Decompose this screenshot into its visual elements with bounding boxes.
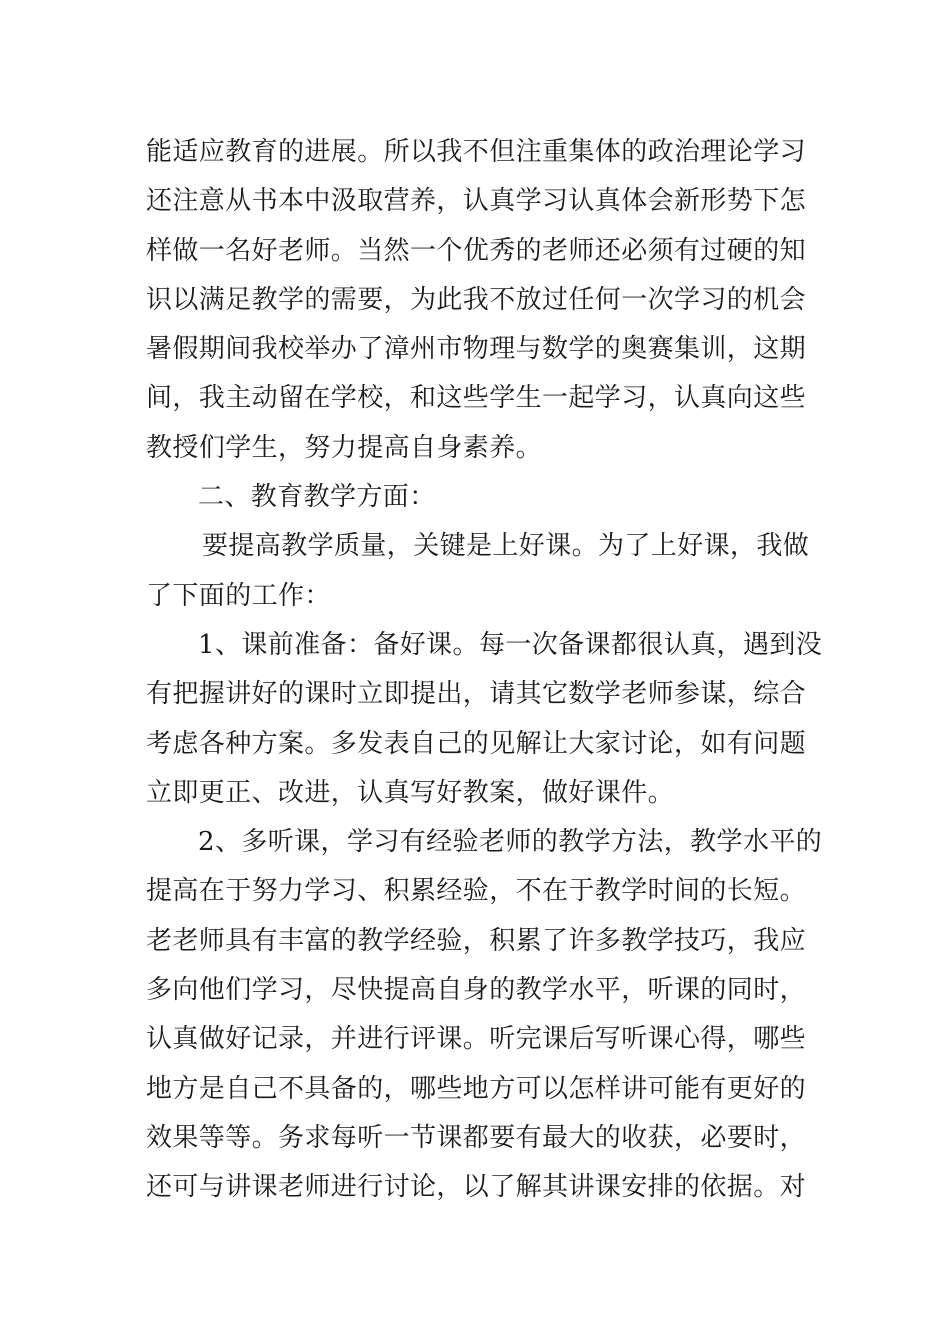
text-line: 多向他们学习，尽快提高自身的教学水平，听课的同时，: [146, 975, 807, 1006]
text-line: 考虑各种方案。多发表自己的见解让大家讨论，如有问题: [146, 728, 807, 759]
section-heading: 二、教育教学方面：: [198, 482, 436, 513]
text-line: 间，我主动留在学校，和这些学生一起学习，认真向这些: [146, 383, 807, 414]
text-line: 还可与讲课老师进行讨论，以了解其讲课安排的依据。对: [146, 1172, 807, 1203]
text-line: 教授们学生，努力提高自身素养。: [146, 432, 543, 463]
text-line: 效果等等。务求每听一节课都要有最大的收获，必要时，: [146, 1122, 807, 1153]
text-line: 能适应教育的进展。所以我不但注重集体的政治理论学习: [146, 137, 807, 167]
text-line: 有把握讲好的课时立即提出，请其它数学老师参谋，综合: [146, 679, 807, 710]
text-line: 2、多听课，学习有经验老师的教学方法，教学水平的: [198, 827, 823, 858]
text-line: 要提高教学质量，关键是上好课。为了上好课，我做: [202, 531, 810, 562]
text-line: 认真做好记录，并进行评课。听完课后写听课心得，哪些: [146, 1024, 807, 1055]
text-line: 暑假期间我校举办了漳州市物理与数学的奥赛集训，这期: [146, 334, 807, 365]
text-line: 还注意从书本中汲取营养，认真学习认真体会新形势下怎: [146, 186, 807, 217]
text-line: 老老师具有丰富的教学经验，积累了许多教学技巧，我应: [146, 925, 807, 956]
text-line: 1、课前准备：备好课。每一次备课都很认真，遇到没: [198, 629, 823, 660]
text-line: 样做一名好老师。当然一个优秀的老师还必须有过硬的知: [146, 235, 807, 266]
document-body: [146, 128, 823, 1213]
text-line: 地方是自己不具备的，哪些地方可以怎样讲可能有更好的: [146, 1073, 807, 1104]
text-line: 识以满足教学的需要，为此我不放过任何一次学习的机会: [146, 284, 807, 315]
text-line: 提高在于努力学习、积累经验，不在于教学时间的长短。: [146, 876, 807, 907]
text-line: 立即更正、改进，认真写好教案，做好课件。: [146, 777, 675, 808]
text-line: 了下面的工作：: [146, 580, 331, 611]
